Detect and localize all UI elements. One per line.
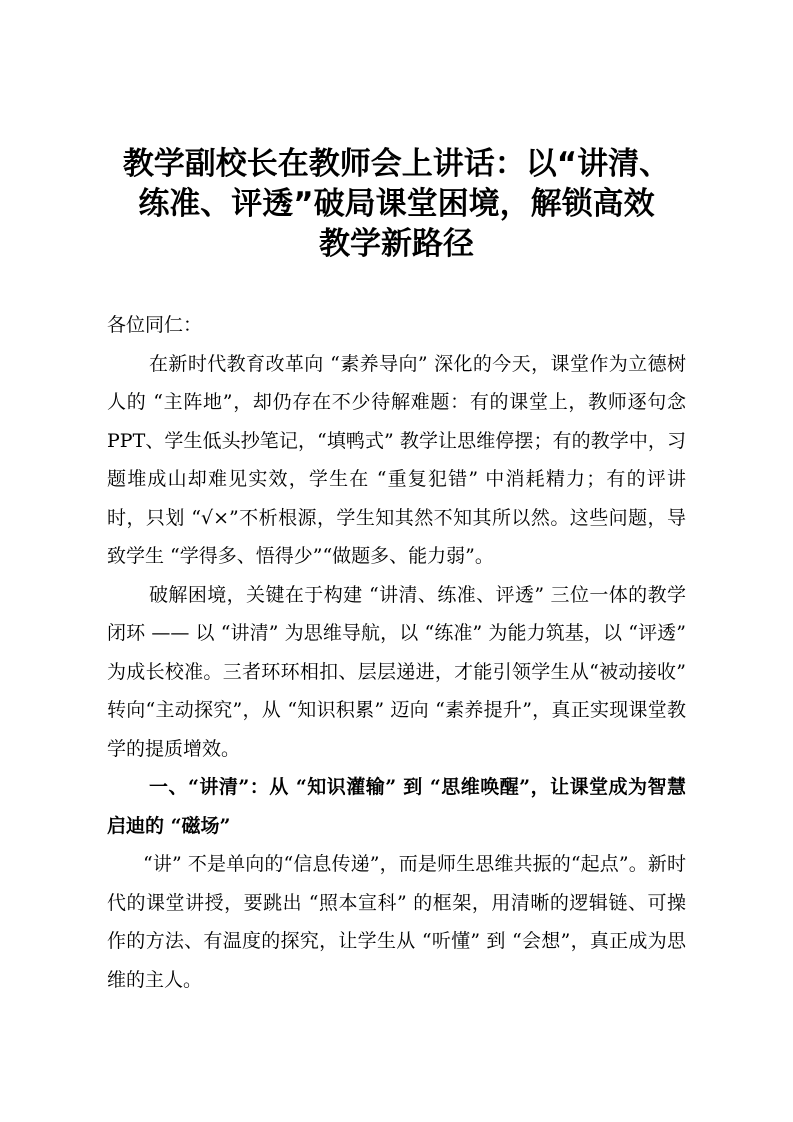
title-line-1: 教学副校长在教师会上讲话：以“讲清、 bbox=[122, 146, 671, 182]
paragraph-section-1: “讲” 不是单向的“信息传递”，而是师生思维共振的“起点”。新时代的课堂讲授，要跳出 “照本宣科” 的框架，用清晰的逻辑链、可操作的方法、有温度的探究，让学生从 “听懂” 到 “会想”，真正成为思维的主人。 bbox=[107, 853, 686, 991]
title-line-3: 教学新路径 bbox=[319, 226, 474, 262]
paragraph-solution: 破解困境，关键在于构建 “讲清、练准、评透” 三位一体的教学闭环 —— 以 “讲清” 为思维导航，以 “练准” 为能力筑基，以 “评透” 为成长校准。三者环环相扣、层层递进，才能引领学生从“被动接收” 转向“主动探究”，从 “知识积累” 迈向 “素养提升”，真正实现课堂教学的提质增效。 bbox=[107, 583, 686, 760]
document-title bbox=[100, 144, 693, 264]
paragraph-intro: 在新时代教育改革向 “素养导向” 深化的今天，课堂作为立德树人的 “主阵地”，却仍存在不少待解难题：有的课堂上，教师逐句念 PPT、学生低头抄笔记，“填鸭式” 教学让思维停摆；有的教学中，习题堆成山却难见实效，学生在 “重复犯错” 中消耗精力；有的评讲时，只划 “√×”不析根源，学生知其然不知其所以然。这些问题，导致学生 “学得多、悟得少”“做题多、能力弱”。 bbox=[107, 352, 686, 567]
salutation: 各位同仁： bbox=[107, 314, 203, 336]
title-line-2: 练准、评透”破局课堂困境，解锁高效 bbox=[138, 186, 655, 222]
section-heading-1: 一、“讲清”：从 “知识灌输” 到 “思维唤醒”，让课堂成为智慧启迪的 “磁场” bbox=[107, 776, 686, 837]
document-body bbox=[107, 306, 686, 999]
